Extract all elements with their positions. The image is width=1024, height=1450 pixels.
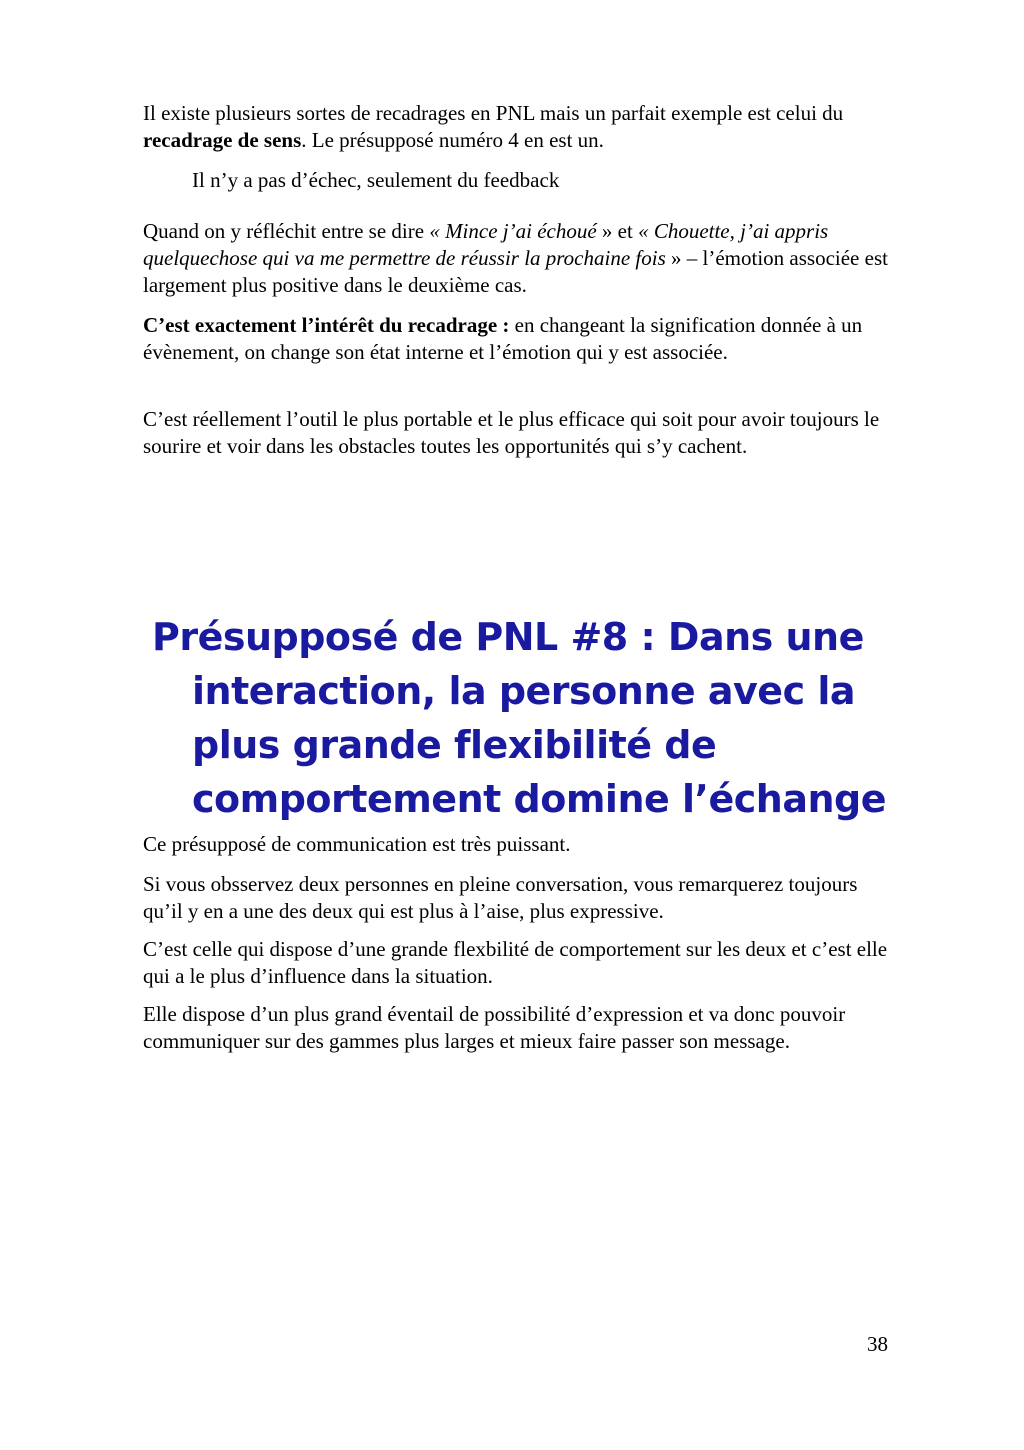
page-number: 38 bbox=[867, 1332, 888, 1356]
text: » – l’émotion associée est largement plus positive dans le deuxième cas. bbox=[143, 246, 888, 297]
paragraph-conversation: Si vous obsservez deux personnes en pleine conversation, vous remarquerez toujours qu’il y en a une des deux qui est plus à l’aise, plus expressive. bbox=[143, 872, 858, 923]
paragraph-eventail: Elle dispose d’un plus grand éventail de possibilité d’expression et va donc pouvoir communiquer sur des gammes plus larges et mieux faire passer son message. bbox=[143, 1002, 846, 1053]
paragraph-emotion bbox=[143, 218, 888, 299]
text: » et bbox=[596, 219, 639, 243]
bold-term: recadrage de sens bbox=[143, 128, 302, 152]
presupposition-quote: Il n’y a pas d’échec, seulement du feedback bbox=[192, 168, 560, 192]
paragraph-flexibilite: C’est celle qui dispose d’une grande flexbilité de comportement sur les deux et c’est elle qui a le plus d’influence dans la situation. bbox=[143, 937, 888, 988]
section-heading: Présupposé de PNL #8 : Dans une interaction, la personne avec la plus grande flexibilité de comportement domine l’échange bbox=[152, 615, 886, 821]
italic-quote: « Mince j’ai échoué bbox=[429, 219, 597, 243]
paragraph-outil: C’est réellement l’outil le plus portable et le plus efficace qui soit pour avoir toujours le sourire et voir dans les obstacles toutes les opportunités qui s’y cachent. bbox=[143, 407, 880, 458]
bold-lead: C’est exactement l’intérêt du recadrage : bbox=[143, 313, 510, 337]
paragraph-recadrages bbox=[143, 100, 888, 154]
text: . Le présupposé numéro 4 en est un. bbox=[301, 128, 604, 152]
italic-quote: « Chouette, j’ai appris quelquechose qui va me permettre de réussir la prochaine fois bbox=[143, 219, 829, 270]
text: Quand on y réfléchit entre se dire bbox=[143, 219, 430, 243]
paragraph-puissant: Ce présupposé de communication est très puissant. bbox=[143, 832, 571, 856]
paragraph-interet bbox=[143, 312, 888, 366]
text: Il existe plusieurs sortes de recadrages en PNL mais un parfait exemple est celui du bbox=[143, 101, 844, 125]
text: en changeant la signification donnée à un évènement, on change son état interne et l’émotion qui y est associée. bbox=[143, 313, 863, 364]
